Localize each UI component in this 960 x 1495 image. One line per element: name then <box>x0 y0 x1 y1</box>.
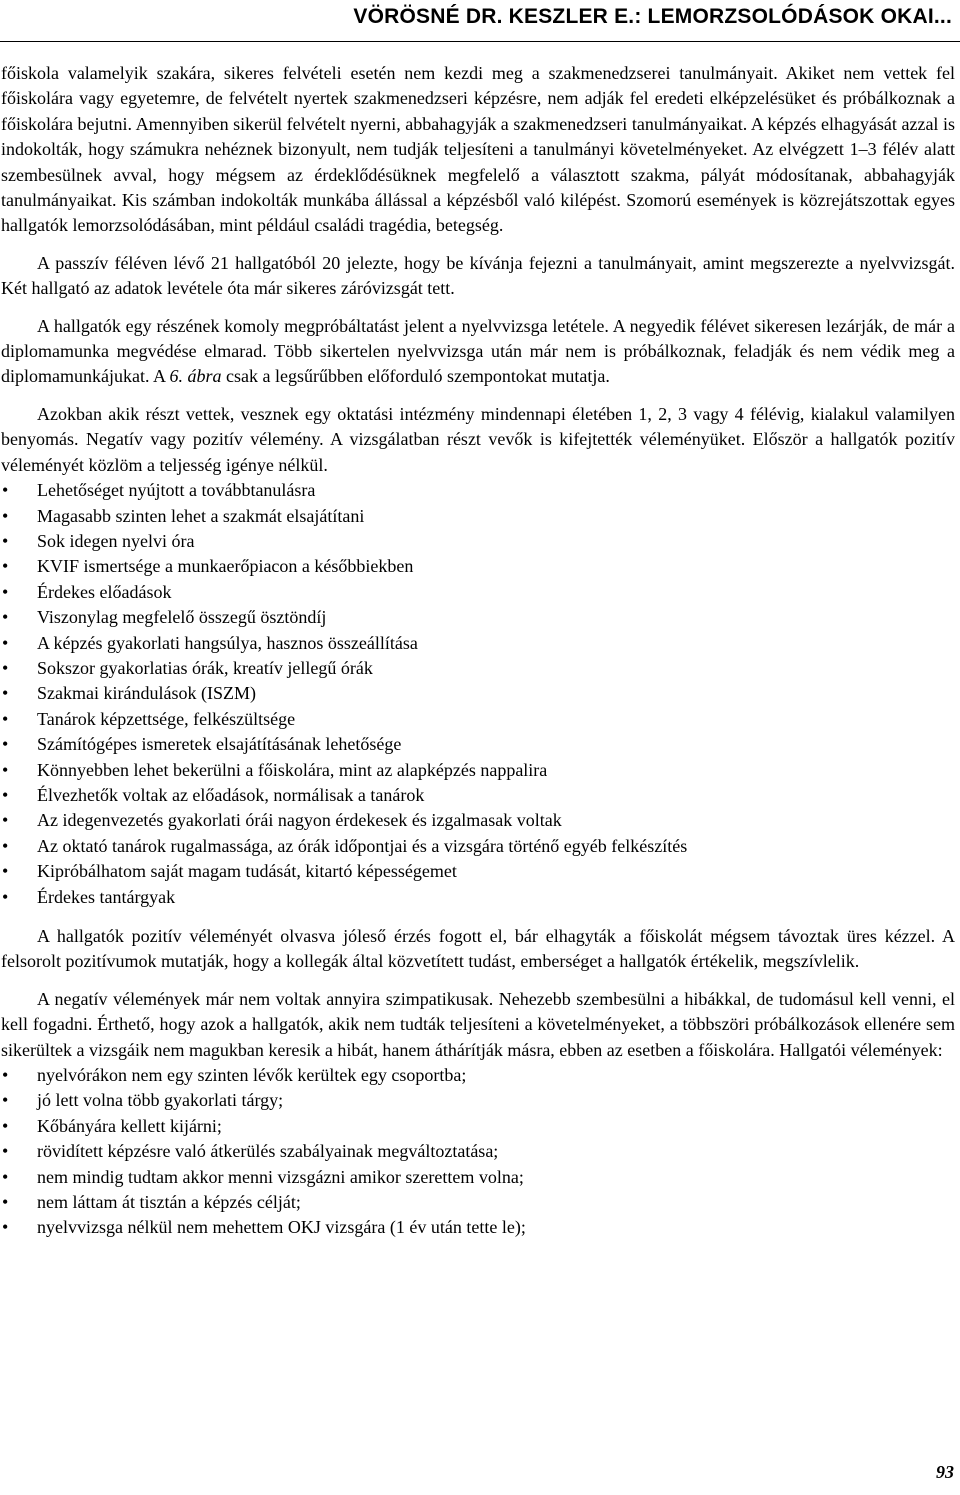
list-item-text: Tanárok képzettsége, felkészültsége <box>37 708 296 729</box>
list-item <box>1 504 955 529</box>
list-item <box>1 1114 955 1139</box>
bullet-icon: • <box>2 1166 9 1187</box>
list-item <box>1 656 955 681</box>
positive-opinions-list <box>1 478 955 910</box>
list-item <box>1 808 955 833</box>
paragraph-passive-semester: A passzív féléven lévő 21 hallgatóból 20 jelezte, hogy be kívánja fejezni a tanulmányait, amint megszerezte a nyelvvizsgát. Két hallgató az adatok levétele óta már sikeres záróvizsgát tett. <box>1 252 955 299</box>
list-item-text: Könnyebben lehet bekerülni a főiskolára, mint az alapképzés nappalira <box>37 759 548 780</box>
list-item <box>1 885 955 910</box>
bullet-icon: • <box>2 810 9 831</box>
list-item-text: Viszonylag megfelelő összegű ösztöndíj <box>37 607 327 628</box>
list-item-text: Érdekes tantárgyak <box>37 886 176 907</box>
list-item <box>1 631 955 656</box>
running-head-title: VÖRÖSNÉ DR. KESZLER E.: LEMORZSOLÓDÁSOK OKAI... <box>353 5 952 28</box>
list-item-text: A képzés gyakorlati hangsúlya, hasznos összeállítása <box>37 632 418 653</box>
list-item <box>1 554 955 579</box>
bullet-icon: • <box>2 607 9 628</box>
bullet-icon: • <box>2 1065 9 1086</box>
list-item <box>1 707 955 732</box>
list-item <box>1 783 955 808</box>
list-item-text: nem láttam át tisztán a képzés célját; <box>37 1192 301 1213</box>
list-item-text: Kőbányára kellett kijárni; <box>37 1115 222 1136</box>
bullet-icon: • <box>2 708 9 729</box>
paragraph-language-exam-tail: csak a legsűrűbben előforduló szempontokat mutatja. <box>221 366 610 387</box>
list-item-text: jó lett volna több gyakorlati tárgy; <box>37 1090 284 1111</box>
paragraph-negative-intro: A negatív vélemények már nem voltak annyira szimpatikusak. Nehezebb szembesülni a hibákkal, de tudomásul kell venni, el kell fogadni. Érthető, hogy azok a hallgatók, akik nem tudták teljesíteni a követelményeket, a többszöri próbálkozások ellenére sem sikerültek a vizsgáik nem magukban keresik a hibát, hanem áthárítják másra, ebben az esetben a főiskolára. Hallgatói vélemények: <box>1 988 955 1060</box>
bullet-icon: • <box>2 1141 9 1162</box>
list-item-text: Az idegenvezetés gyakorlati órái nagyon érdekesek és izgalmasak voltak <box>37 810 562 831</box>
bullet-icon: • <box>2 784 9 805</box>
list-item <box>1 732 955 757</box>
bullet-icon: • <box>2 632 9 653</box>
list-item-text: nem mindig tudtam akkor menni vizsgázni amikor szerettem volna; <box>37 1166 524 1187</box>
bullet-icon: • <box>2 861 9 882</box>
paragraph-language-exam <box>1 314 955 390</box>
list-item-text: Kipróbálhatom saját magam tudását, kitartó képességemet <box>37 861 457 882</box>
bullet-icon: • <box>2 886 9 907</box>
negative-opinions-list <box>1 1063 955 1241</box>
bullet-icon: • <box>2 530 9 551</box>
bullet-icon: • <box>2 505 9 526</box>
bullet-icon: • <box>2 657 9 678</box>
bullet-icon: • <box>2 480 9 501</box>
list-item <box>1 1063 955 1088</box>
paragraph-opinions-intro: Azokban akik részt vettek, vesznek egy oktatási intézmény mindennapi életében 1, 2, 3 vagy 4 félévig, kialakul valamilyen benyomás. Negatív vagy pozitív vélemény. A vizsgálatban részt vevők is kifejtették véleményüket. Először a hallgatók pozitív véleményét közlöm a teljesség igénye nélkül. <box>1 403 955 475</box>
list-item <box>1 605 955 630</box>
list-item <box>1 1088 955 1113</box>
bullet-icon: • <box>2 683 9 704</box>
list-item <box>1 529 955 554</box>
list-item <box>1 758 955 783</box>
list-item-text: Élvezhetők voltak az előadások, normálisak a tanárok <box>37 784 425 805</box>
list-item-text: Szakmai kirándulások (ISZM) <box>37 683 256 704</box>
bullet-icon: • <box>2 1090 9 1111</box>
bullet-icon: • <box>2 759 9 780</box>
page-number: 93 <box>936 1462 954 1482</box>
list-item-text: Sokszor gyakorlatias órák, kreatív jellegű órák <box>37 657 373 678</box>
bullet-icon: • <box>2 734 9 755</box>
list-item-text: KVIF ismertsége a munkaerőpiacon a későbbiekben <box>37 556 414 577</box>
list-item-text: Sok idegen nyelvi óra <box>37 530 195 551</box>
paragraph-dropout-reasons: főiskola valamelyik szakára, sikeres felvételi esetén nem kezdi meg a szakmenedzserei tanulmányait. Akiket nem vettek fel főiskolára vagy egyetemre, de felvételt nyertek szakmenedzseri képzésre, nem adják fel eredeti elképzelésüket és próbálkoznak a főiskolára bejutni. Amennyiben sikerül felvételt nyerni, abbahagyják a szakmenedzseri tanulmányaikat. A képzés elhagyását azzal is indokolták, hogy számukra nehéznek bizonyult, nem tudják teljesíteni a tanulmányi követelményeket. Az elvégzett 1–3 félév alatt szembesülnek avval, hogy mégsem az érdeklődésüknek megfelelő a választott szakma, pályát módosítanak, abbahagyják tanulmányaikat. Kis számban indokolták munkába állással a képzésből való kilépést. Szomorú események is közrejátszottak egyes hallgatók lemorzsolódásában, mint például családi tragédia, betegség. <box>1 63 955 236</box>
bullet-icon: • <box>2 1192 9 1213</box>
document-body <box>1 61 955 1253</box>
list-item-text: nyelvvizsga nélkül nem mehettem OKJ vizsgára (1 év után tette le); <box>37 1217 526 1238</box>
header-rule <box>0 41 960 42</box>
list-item-text: Lehetőséget nyújtott a továbbtanulásra <box>37 480 316 501</box>
list-item <box>1 1215 955 1240</box>
list-item-text: rövidített képzésre való átkerülés szabályainak megváltoztatása; <box>37 1141 499 1162</box>
list-item <box>1 834 955 859</box>
list-item <box>1 1165 955 1190</box>
bullet-icon: • <box>2 835 9 856</box>
page-header <box>0 0 960 44</box>
bullet-icon: • <box>2 581 9 602</box>
paragraph-language-exam-text: A hallgatók egy részének komoly megpróbáltatást jelent a nyelvvizsga letétele. A negyedik félévet sikeresen lezárják, de már a diplomamunka megvédése elmarad. Több sikertelen nyelvvizsga után már nem is próbálkoznak, feladják és nem védik meg a diplomamunkájukat. A <box>1 315 955 387</box>
paragraph-positive-summary: A hallgatók pozitív véleményét olvasva jóleső érzés fogott el, bár elhagyták a főiskolát mégsem távoztak üres kézzel. A felsorolt pozitívumok mutatják, hogy a kollegák által közvetített tudást, emberséget a hallgatók értékelik, megszívlelik. <box>1 926 955 972</box>
bullet-icon: • <box>2 556 9 577</box>
bullet-icon: • <box>2 1217 9 1238</box>
list-item <box>1 478 955 503</box>
list-item <box>1 1190 955 1215</box>
list-item-text: Érdekes előadások <box>37 581 172 602</box>
list-item-text: Az oktató tanárok rugalmassága, az órák időpontjai és a vizsgára történő egyéb felkészítés <box>37 835 688 856</box>
list-item <box>1 1139 955 1164</box>
bullet-icon: • <box>2 1115 9 1136</box>
figure-reference-link[interactable]: 6. ábra <box>169 366 222 387</box>
list-item-text: Számítógépes ismeretek elsajátításának lehetősége <box>37 734 402 755</box>
list-item <box>1 681 955 706</box>
list-item-text: Magasabb szinten lehet a szakmát elsajátítani <box>37 505 365 526</box>
list-item-text: nyelvórákon nem egy szinten lévők kerültek egy csoportba; <box>37 1065 467 1086</box>
list-item <box>1 580 955 605</box>
list-item <box>1 859 955 884</box>
